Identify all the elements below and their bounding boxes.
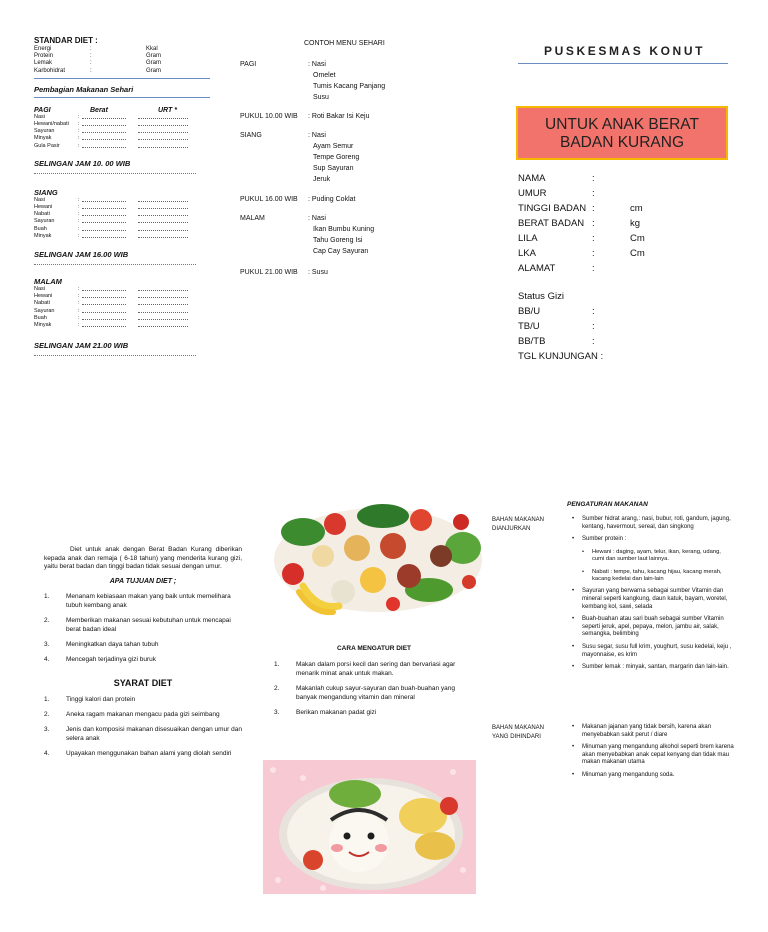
intro-section bbox=[44, 546, 242, 764]
list-number: 1. bbox=[44, 592, 50, 600]
food-group-name: Sayuran bbox=[34, 307, 55, 314]
menu-p16-label: PUKUL 16.00 WIB bbox=[240, 196, 298, 203]
menu-item: Omelet bbox=[313, 72, 336, 79]
urt-blank bbox=[138, 218, 188, 223]
menu-siang-label: SIANG bbox=[240, 132, 262, 139]
colon: : bbox=[78, 204, 80, 211]
bullet-text: Sayuran yang berwarna sebagai sumber Vitamin dan mineral seperti kangkung, daun katuk, bayam, woretel, kembang kol, sawi, selada bbox=[582, 588, 728, 610]
bullet-dot: • bbox=[572, 536, 575, 543]
bullet-text: Nabati : tempe, tahu, kacang hijau, kacang merah, kacang kedelai dan lain-lain bbox=[592, 568, 722, 582]
urt-blank bbox=[138, 143, 188, 148]
bullet-item bbox=[572, 644, 734, 659]
dotted-line bbox=[82, 286, 126, 291]
bullet-text: Sumber protein : bbox=[582, 536, 627, 543]
list-text: Makanlah cukup sayur-sayuran dan buah-buahan yang banyak mengandung vitamin dan mineral bbox=[296, 685, 455, 701]
bullet-item bbox=[572, 772, 734, 780]
bullet-text: Hewani : daging, ayam, telur, ikan, kerang, udang, cumi dan sumber laut lainnya. bbox=[592, 548, 721, 563]
list-item bbox=[44, 640, 242, 649]
colon: : bbox=[78, 286, 80, 293]
field-unit: Cm bbox=[630, 248, 645, 259]
food-group-row bbox=[34, 218, 210, 225]
dotted-line bbox=[82, 121, 126, 126]
field-colon: : bbox=[592, 218, 595, 229]
patient-field-row bbox=[518, 171, 718, 186]
field-name: ALAMAT bbox=[518, 263, 556, 274]
food-group-row bbox=[34, 308, 210, 315]
colon: : bbox=[78, 322, 80, 329]
list-item bbox=[274, 660, 474, 678]
menu-p10-label: PUKUL 10.00 WIB bbox=[240, 113, 298, 120]
colon: : bbox=[78, 128, 80, 135]
dotted-line bbox=[82, 315, 126, 320]
divider bbox=[518, 63, 728, 64]
berat-blank bbox=[78, 286, 138, 293]
patient-field-row bbox=[518, 261, 718, 276]
menu-item: Tahu Goreng Isi bbox=[313, 237, 363, 244]
standar-name: Energi bbox=[34, 46, 52, 52]
field-colon: : bbox=[592, 336, 595, 347]
menu-item: Ikan Bumbu Kuning bbox=[313, 226, 375, 233]
snack-10: SELINGAN JAM 10. 00 WIB bbox=[34, 158, 131, 168]
menu-item: : Nasi bbox=[308, 132, 326, 139]
menu-malam-label: MALAM bbox=[240, 215, 265, 222]
field-name: BB/TB bbox=[518, 336, 546, 347]
menu-malam-items bbox=[308, 213, 374, 257]
menu-item: : Nasi bbox=[308, 61, 326, 68]
standar-row bbox=[34, 68, 210, 75]
urt-blank bbox=[138, 135, 188, 140]
dotted-line bbox=[82, 114, 126, 119]
field-colon: : bbox=[592, 306, 595, 317]
bullet-dot: • bbox=[572, 724, 575, 730]
field-name: LILA bbox=[518, 233, 538, 244]
list-number: 1. bbox=[44, 695, 50, 703]
food-group-name: Nabati bbox=[34, 300, 50, 307]
field-colon: : bbox=[592, 248, 595, 259]
food-group-row bbox=[34, 286, 210, 293]
list-text: Tinggi kalori dan protein bbox=[66, 695, 136, 703]
status-field-row bbox=[518, 304, 718, 319]
cara-title: CARA MENGATUR DIET bbox=[336, 645, 412, 652]
bullet-item bbox=[572, 724, 734, 739]
patient-fields bbox=[518, 171, 718, 276]
list-item bbox=[44, 655, 242, 664]
list-text: Jenis dan komposisi makanan disesuaikan dengan umur dan selera anak bbox=[66, 725, 242, 742]
berat-blank bbox=[78, 233, 138, 240]
standar-colon: : bbox=[90, 53, 92, 60]
list-item bbox=[274, 708, 474, 717]
food-group-row bbox=[34, 233, 210, 240]
berat-blank bbox=[78, 114, 138, 121]
urt-blank bbox=[138, 204, 188, 209]
field-name: BERAT BADAN bbox=[518, 218, 585, 229]
sub-bullet-item bbox=[572, 549, 734, 564]
status-gizi-title: Status Gizi bbox=[518, 291, 564, 302]
field-name: LKA bbox=[518, 248, 536, 259]
food-group-row bbox=[34, 143, 210, 150]
list-number: 3. bbox=[44, 640, 50, 648]
food-group-name: Hewani bbox=[34, 293, 53, 300]
bullet-dot: • bbox=[572, 744, 575, 751]
list-number: 2. bbox=[44, 710, 50, 718]
field-colon: : bbox=[592, 188, 595, 199]
standar-row bbox=[34, 46, 210, 53]
dianjurkan-label: BAHAN MAKANAN DIANJURKAN bbox=[492, 517, 545, 532]
menu-p16-item: : Puding Coklat bbox=[308, 196, 356, 203]
tujuan-list bbox=[44, 592, 242, 664]
col-urt: URT * bbox=[158, 106, 177, 114]
syarat-list bbox=[44, 695, 242, 758]
bullet-dot: • bbox=[582, 568, 585, 575]
cara-section bbox=[274, 645, 474, 723]
list-item bbox=[44, 725, 242, 743]
dotted-line bbox=[82, 293, 126, 298]
intro-text: Diet untuk anak dengan Berat Badan Kurang diberikan kepada anak dan remaja ( 6-18 tahun) yang menderita kurang gizi, yaitu berat badan dan tinggi badan tidak sesuai dengan umur. bbox=[44, 546, 242, 571]
dotted-line bbox=[82, 204, 126, 209]
menu-pagi-label: PAGI bbox=[240, 61, 257, 68]
field-name: UMUR bbox=[518, 188, 547, 199]
standar-colon: : bbox=[90, 67, 92, 74]
food-group-name: Nasi bbox=[34, 113, 46, 120]
list-number: 2. bbox=[44, 616, 50, 624]
standar-unit: Kkal bbox=[146, 46, 158, 52]
field-colon: : bbox=[592, 233, 595, 244]
field-unit: cm bbox=[630, 203, 643, 214]
berat-blank bbox=[78, 197, 138, 204]
food-group-row bbox=[34, 135, 210, 142]
list-number: 4. bbox=[44, 655, 50, 663]
snack-16: SELINGAN JAM 16.00 WIB bbox=[34, 250, 129, 260]
standar-unit: Gram bbox=[146, 60, 161, 67]
dianjurkan-list bbox=[572, 516, 734, 677]
dotted-line bbox=[82, 218, 126, 223]
field-name: BB/U bbox=[518, 306, 541, 317]
urt-blank bbox=[138, 211, 188, 216]
list-text: Memberikan makanan sesuai kebutuhan untuk mencapai berat badan ideal bbox=[66, 616, 231, 633]
bullet-item bbox=[572, 588, 734, 611]
urt-blank bbox=[138, 286, 188, 291]
urt-blank bbox=[138, 293, 188, 298]
colon: : bbox=[78, 218, 80, 225]
colon: : bbox=[78, 300, 80, 307]
cover-title-line2: BADAN KURANG bbox=[559, 134, 685, 151]
urt-blank bbox=[138, 322, 188, 327]
dihindari-label: BAHAN MAKANAN YANG DIHINDARI bbox=[492, 725, 545, 740]
sub-bullet-item bbox=[572, 569, 734, 584]
food-group-row bbox=[34, 293, 210, 300]
list-number: 4. bbox=[44, 749, 50, 757]
colon: : bbox=[78, 211, 80, 218]
status-field-row bbox=[518, 334, 718, 349]
colon: : bbox=[78, 113, 80, 120]
cara-list bbox=[274, 660, 474, 717]
food-group-row bbox=[34, 211, 210, 218]
urt-blank bbox=[138, 315, 188, 320]
tgl-kunjungan-label: TGL KUNJUNGAN : bbox=[518, 351, 604, 362]
patient-field-row bbox=[518, 216, 718, 231]
patient-field-row bbox=[518, 186, 718, 201]
menu-p21-item: : Susu bbox=[308, 269, 328, 276]
food-group-name: Sayuran bbox=[34, 128, 55, 135]
siang-title: SIANG bbox=[34, 187, 58, 197]
dotted-line bbox=[82, 226, 126, 231]
bullet-text: Sumber lemak : minyak, santan, margarin dan lain-lain. bbox=[582, 664, 729, 671]
snack-line bbox=[34, 350, 196, 356]
tujuan-title: APA TUJUAN DIET ; bbox=[109, 577, 177, 585]
dotted-line bbox=[82, 211, 126, 216]
food-group-name: Sayuran bbox=[34, 218, 55, 225]
food-group-row bbox=[34, 226, 210, 233]
bullet-dot: • bbox=[572, 664, 575, 671]
food-group-row bbox=[34, 114, 210, 121]
food-group-row bbox=[34, 121, 210, 128]
bullet-item bbox=[572, 616, 734, 639]
bullet-text: Makanan jajanan yang tidak bersih, karena akan menyebabkan sakit perut / diare bbox=[582, 724, 712, 738]
food-group-row bbox=[34, 322, 210, 329]
bullet-text: Minuman yang mengandung alkohol seperti brem karena akan menyebabkan anak cepat kenyang dan tidak mau makan makanan utama bbox=[582, 744, 734, 766]
standar-unit: Gram bbox=[146, 67, 161, 74]
field-name: TINGGI BADAN bbox=[518, 203, 587, 214]
colon: : bbox=[78, 135, 80, 142]
dotted-line bbox=[82, 308, 126, 313]
menu-title: CONTOH MENU SEHARI bbox=[304, 40, 385, 47]
menu-item: Ayam Semur bbox=[313, 143, 354, 150]
colon: : bbox=[78, 225, 80, 232]
colon: : bbox=[78, 121, 80, 128]
divider bbox=[34, 78, 210, 79]
standar-row bbox=[34, 53, 210, 60]
list-number: 1. bbox=[274, 661, 280, 668]
divider bbox=[34, 97, 210, 98]
bullet-text: Buah-buahan atau sari buah sebagai sumber Vitamin seperti jeruk, apel, pepaya, melon, jambu air, salak, semangka, belimbing bbox=[582, 616, 724, 638]
bullet-dot: • bbox=[572, 516, 575, 522]
menu-item: Tempe Goreng bbox=[313, 154, 360, 161]
berat-blank bbox=[78, 135, 138, 142]
standar-row bbox=[34, 60, 210, 67]
list-text: Berikan makanan padat gizi bbox=[296, 709, 377, 716]
food-group-row bbox=[34, 315, 210, 322]
colon: : bbox=[78, 314, 80, 321]
list-text: Meningkatkan daya tahan tubuh bbox=[66, 640, 159, 648]
urt-blank bbox=[138, 233, 188, 238]
menu-item: Sup Sayuran bbox=[313, 165, 354, 172]
food-group-name: Minyak bbox=[34, 135, 52, 142]
menu-item: : Nasi bbox=[308, 215, 326, 222]
syarat-title: SYARAT DIET bbox=[113, 677, 173, 688]
col-pagi: PAGI bbox=[34, 106, 51, 114]
patient-field-row bbox=[518, 231, 718, 246]
pagi-rows bbox=[34, 114, 210, 150]
snack-21: SELINGAN JAM 21.00 WIB bbox=[34, 341, 129, 351]
pengaturan-title: PENGATURAN MAKANAN bbox=[567, 501, 648, 508]
food-group-name: Hewani bbox=[34, 204, 53, 211]
urt-blank bbox=[138, 197, 188, 202]
list-item bbox=[44, 710, 242, 719]
berat-blank bbox=[78, 218, 138, 225]
menu-item: Tumis Kacang Panjang bbox=[313, 83, 386, 90]
bullet-item bbox=[572, 536, 734, 544]
bullet-text: Minuman yang mengandung soda. bbox=[582, 771, 675, 778]
pembagian-title: Pembagian Makanan Sehari bbox=[34, 84, 134, 94]
list-text: Mencegah terjadinya gizi buruk bbox=[66, 655, 156, 663]
bento-image bbox=[263, 760, 476, 894]
bullet-text: Susu segar, susu full krim, youghurt, susu kedelai, keju , mayonnaise, es krim bbox=[582, 643, 732, 658]
berat-blank bbox=[78, 300, 138, 307]
standar-name: Protein bbox=[34, 53, 54, 60]
field-colon: : bbox=[592, 173, 595, 184]
snack-line bbox=[34, 168, 196, 174]
standar-diet-title: STANDAR DIET : bbox=[34, 36, 98, 45]
standar-name: Karbohidrat bbox=[34, 67, 66, 74]
list-number: 2. bbox=[274, 685, 280, 692]
dotted-line bbox=[82, 135, 126, 140]
menu-item: Cap Cay Sayuran bbox=[313, 248, 369, 255]
urt-blank bbox=[138, 121, 188, 126]
colon: : bbox=[78, 142, 80, 149]
bullet-dot: • bbox=[572, 616, 575, 623]
field-colon: : bbox=[592, 203, 595, 214]
berat-blank bbox=[78, 226, 138, 233]
urt-blank bbox=[138, 300, 188, 305]
standar-diet-rows bbox=[34, 46, 210, 75]
menu-pagi-items bbox=[308, 59, 385, 103]
urt-blank bbox=[138, 308, 188, 313]
food-group-name: Minyak bbox=[34, 322, 52, 329]
list-text: Aneka ragam makanan mengacu pada gizi seimbang bbox=[66, 710, 220, 718]
field-name: TB/U bbox=[518, 321, 540, 332]
siang-rows bbox=[34, 197, 210, 240]
cover-title-line1: UNTUK ANAK BERAT bbox=[545, 116, 699, 133]
food-group-row bbox=[34, 128, 210, 135]
menu-section bbox=[240, 40, 440, 278]
list-item bbox=[44, 749, 242, 758]
standar-diet-section bbox=[34, 36, 210, 356]
dotted-line bbox=[82, 322, 126, 327]
bullet-item bbox=[572, 664, 734, 672]
list-item bbox=[274, 684, 474, 702]
list-number: 3. bbox=[44, 725, 50, 733]
cover-org: PUSKESMAS KONUT bbox=[544, 44, 706, 58]
cover-title-box bbox=[516, 106, 728, 160]
food-group-name: Hewani/nabati bbox=[34, 121, 69, 128]
colon: : bbox=[78, 196, 80, 203]
bullet-dot: • bbox=[572, 771, 575, 778]
berat-blank bbox=[78, 204, 138, 211]
bullet-dot: • bbox=[572, 588, 575, 595]
standar-colon: : bbox=[90, 46, 92, 52]
bullet-item bbox=[572, 744, 734, 767]
urt-blank bbox=[138, 114, 188, 119]
field-unit: Cm bbox=[630, 233, 645, 244]
menu-p21-label: PUKUL 21.00 WIB bbox=[240, 269, 298, 276]
dotted-line bbox=[82, 143, 126, 148]
list-text: Menanam kebiasaan makan yang baik untuk memelihara tubuh kembang anak bbox=[66, 592, 231, 609]
dihindari-list bbox=[572, 724, 734, 785]
food-group-name: Gula Pasir bbox=[34, 142, 60, 149]
list-item bbox=[44, 695, 242, 704]
dotted-line bbox=[82, 300, 126, 305]
berat-blank bbox=[78, 322, 138, 329]
urt-blank bbox=[138, 226, 188, 231]
list-item bbox=[44, 592, 242, 610]
bullet-dot: • bbox=[582, 548, 585, 555]
food-group-name: Nabati bbox=[34, 211, 50, 218]
food-group-name: Buah bbox=[34, 225, 47, 232]
food-group-row bbox=[34, 300, 210, 307]
berat-blank bbox=[78, 308, 138, 315]
standar-unit: Gram bbox=[146, 53, 161, 60]
bullet-dot: • bbox=[572, 643, 575, 650]
food-group-name: Nasi bbox=[34, 286, 46, 293]
list-text: Upayakan menggunakan bahan alami yang diolah sendiri bbox=[66, 749, 232, 757]
list-text: Makan dalam porsi kecil dan sering dan bervariasi agar menarik minat anak untuk makan. bbox=[296, 661, 456, 677]
berat-blank bbox=[78, 121, 138, 128]
menu-item: Susu bbox=[313, 94, 329, 101]
menu-p10-item: : Roti Bakar Isi Keju bbox=[308, 113, 370, 120]
berat-blank bbox=[78, 211, 138, 218]
field-colon: : bbox=[592, 321, 595, 332]
food-group-name: Minyak bbox=[34, 232, 52, 239]
patient-field-row bbox=[518, 201, 718, 216]
field-unit: kg bbox=[630, 218, 641, 229]
field-name: NAMA bbox=[518, 173, 546, 184]
food-group-row bbox=[34, 204, 210, 211]
food-spread-image bbox=[273, 494, 483, 618]
food-group-name: Buah bbox=[34, 314, 47, 321]
berat-blank bbox=[78, 293, 138, 300]
list-number: 3. bbox=[274, 709, 280, 716]
list-item bbox=[44, 616, 242, 634]
bullet-item bbox=[572, 516, 734, 531]
standar-name: Lemak bbox=[34, 60, 53, 67]
dotted-line bbox=[82, 233, 126, 238]
colon: : bbox=[78, 293, 80, 300]
menu-item: Jeruk bbox=[313, 176, 331, 183]
colon: : bbox=[78, 232, 80, 239]
menu-siang-items bbox=[308, 130, 359, 185]
berat-blank bbox=[78, 315, 138, 322]
standar-colon: : bbox=[90, 60, 92, 67]
status-field-row bbox=[518, 319, 718, 334]
field-colon: : bbox=[592, 263, 595, 274]
food-group-row bbox=[34, 197, 210, 204]
malam-title: MALAM bbox=[34, 277, 62, 287]
patient-field-row bbox=[518, 246, 718, 261]
dotted-line bbox=[82, 197, 126, 202]
berat-blank bbox=[78, 143, 138, 150]
berat-blank bbox=[78, 128, 138, 135]
dotted-line bbox=[82, 128, 126, 133]
urt-blank bbox=[138, 128, 188, 133]
col-berat: Berat bbox=[90, 106, 108, 114]
colon: : bbox=[78, 307, 80, 314]
bullet-text: Sumber hidrat arang,: nasi, bubur, roti, gandum, jagung, kentang, havermout, sereal, dan singkong bbox=[582, 516, 731, 530]
snack-line bbox=[34, 259, 196, 265]
food-group-name: Nasi bbox=[34, 196, 46, 203]
malam-rows bbox=[34, 286, 210, 329]
status-gizi-fields bbox=[518, 304, 718, 349]
